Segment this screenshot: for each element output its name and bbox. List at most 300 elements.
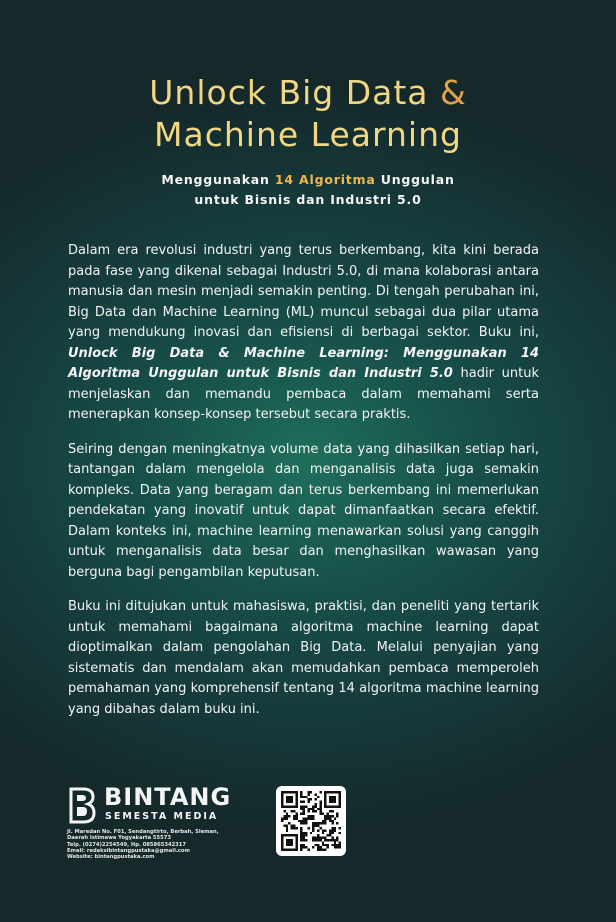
qr-module	[300, 813, 302, 815]
qr-module	[295, 793, 297, 795]
qr-module	[336, 813, 338, 815]
qr-module	[288, 844, 290, 846]
qr-module	[286, 805, 288, 807]
qr-module	[327, 805, 329, 807]
qr-module	[300, 832, 302, 834]
publisher-name: BINTANG	[104, 783, 232, 811]
qr-module	[327, 813, 329, 815]
qr-module	[327, 839, 329, 841]
qr-module	[322, 849, 324, 851]
qr-module	[300, 827, 302, 829]
qr-module	[312, 825, 314, 827]
qr-module	[288, 801, 290, 803]
qr-module	[305, 846, 307, 848]
qr-module	[331, 832, 333, 834]
qr-module	[336, 822, 338, 824]
qr-module	[291, 796, 293, 798]
qr-module	[288, 839, 290, 841]
qr-module	[288, 841, 290, 843]
qr-module	[295, 798, 297, 800]
qr-module	[329, 829, 331, 831]
qr-module	[286, 849, 288, 851]
p1-after: hadir untuk menjelaskan dan memandu pembaca dalam memahami serta menerapkan konsep-konsep tersebut secara praktis.	[68, 366, 539, 422]
qr-module	[327, 791, 329, 793]
qr-module	[315, 805, 317, 807]
phone-line: Telp. (0274)2254549, Hp. 085865342317	[67, 841, 187, 848]
subtitle-line2: untuk Bisnis dan Industri 5.0	[194, 192, 422, 207]
qr-module	[310, 815, 312, 817]
qr-module	[305, 822, 307, 824]
qr-module	[288, 796, 290, 798]
qr-module	[315, 839, 317, 841]
qr-module	[319, 849, 321, 851]
qr-module	[336, 837, 338, 839]
qr-module	[324, 839, 326, 841]
qr-module	[305, 796, 307, 798]
qr-module	[336, 844, 338, 846]
qr-module	[329, 796, 331, 798]
qr-module	[303, 844, 305, 846]
qr-module	[293, 815, 295, 817]
qr-module	[324, 791, 326, 793]
qr-module	[331, 820, 333, 822]
qr-module	[336, 815, 338, 817]
qr-module	[307, 849, 309, 851]
blurb-paragraph-3: Buku ini ditujukan untuk mahasiswa, praktisi, dan peneliti yang tertarik untuk memahami bagaimana algoritma machine learning dapat dioptimalkan dalam pengolahan Big Data. Melalui penyajian yang sistematis dan mendalam akan memudahkan pembaca memperoleh pemahaman yang komprehensif tentang 14 algoritma machine learning yang dibahas dalam buku ini.	[68, 599, 539, 717]
qr-module	[300, 796, 302, 798]
qr-module	[303, 837, 305, 839]
qr-module	[295, 815, 297, 817]
qr-module	[319, 837, 321, 839]
qr-module	[339, 801, 341, 803]
qr-module	[300, 837, 302, 839]
qr-module	[339, 841, 341, 843]
qr-module	[286, 817, 288, 819]
qr-module	[291, 805, 293, 807]
qr-module	[300, 829, 302, 831]
qr-module	[319, 846, 321, 848]
qr-module	[293, 817, 295, 819]
qr-module	[334, 801, 336, 803]
qr-module	[286, 841, 288, 843]
qr-module	[339, 832, 341, 834]
qr-module	[293, 805, 295, 807]
qr-module	[291, 849, 293, 851]
qr-module	[322, 837, 324, 839]
qr-module	[303, 832, 305, 834]
qr-module	[331, 829, 333, 831]
bintang-logo-icon	[67, 785, 97, 825]
book-subtitle	[0, 170, 616, 210]
qr-module	[317, 849, 319, 851]
qr-module	[324, 820, 326, 822]
qr-module	[303, 834, 305, 836]
qr-module	[329, 820, 331, 822]
qr-module	[324, 793, 326, 795]
qr-module	[324, 815, 326, 817]
qr-module	[300, 846, 302, 848]
qr-module	[283, 817, 285, 819]
qr-module	[291, 844, 293, 846]
qr-module	[300, 820, 302, 822]
qr-module	[303, 822, 305, 824]
qr-module	[339, 803, 341, 805]
qr-module	[322, 822, 324, 824]
qr-module	[339, 791, 341, 793]
qr-module	[329, 815, 331, 817]
subtitle-highlight: 14 Algoritma	[274, 172, 376, 187]
qr-module	[327, 844, 329, 846]
qr-module	[295, 805, 297, 807]
qr-module	[324, 822, 326, 824]
qr-module	[322, 820, 324, 822]
qr-module	[327, 834, 329, 836]
qr-module	[334, 805, 336, 807]
qr-module	[319, 808, 321, 810]
qr-module	[329, 798, 331, 800]
qr-module	[334, 841, 336, 843]
qr-module	[281, 796, 283, 798]
qr-module	[300, 805, 302, 807]
qr-module	[339, 846, 341, 848]
qr-module	[334, 846, 336, 848]
qr-code-icon	[281, 791, 341, 851]
title-line2: Machine Learning	[154, 115, 462, 154]
qr-module	[329, 834, 331, 836]
email-line: Email: redaksibintangpustaka@gmail.com	[67, 847, 190, 854]
qr-module	[303, 810, 305, 812]
qr-module	[295, 837, 297, 839]
qr-module	[327, 817, 329, 819]
qr-module	[286, 829, 288, 831]
qr-module	[336, 791, 338, 793]
qr-module	[286, 813, 288, 815]
qr-module	[288, 791, 290, 793]
qr-module	[312, 837, 314, 839]
qr-module	[317, 822, 319, 824]
qr-module	[315, 798, 317, 800]
qr-module	[288, 815, 290, 817]
qr-module	[334, 844, 336, 846]
qr-module	[286, 796, 288, 798]
qr-module	[288, 834, 290, 836]
qr-module	[303, 839, 305, 841]
qr-module	[339, 827, 341, 829]
qr-module	[331, 801, 333, 803]
qr-module	[283, 791, 285, 793]
qr-module	[310, 832, 312, 834]
qr-module	[303, 817, 305, 819]
qr-module	[291, 839, 293, 841]
qr-module	[293, 825, 295, 827]
qr-module	[329, 817, 331, 819]
qr-module	[315, 844, 317, 846]
qr-module	[312, 815, 314, 817]
qr-module	[305, 834, 307, 836]
p1-book-title: Unlock Big Data & Machine Learning: Menggunakan 14 Algoritma Unggulan untuk Bisnis dan Industri 5.0	[68, 345, 539, 381]
qr-module	[303, 820, 305, 822]
qr-module	[300, 801, 302, 803]
qr-module	[331, 815, 333, 817]
qr-module	[312, 822, 314, 824]
qr-module	[312, 839, 314, 841]
qr-module	[305, 805, 307, 807]
qr-module	[312, 829, 314, 831]
qr-module	[283, 825, 285, 827]
publisher-subname: SEMESTA MEDIA	[105, 811, 219, 822]
qr-module	[281, 793, 283, 795]
qr-module	[317, 796, 319, 798]
qr-module	[319, 813, 321, 815]
qr-module	[307, 808, 309, 810]
qr-module	[324, 796, 326, 798]
qr-module	[283, 815, 285, 817]
qr-module	[319, 822, 321, 824]
qr-module	[293, 827, 295, 829]
qr-module	[283, 805, 285, 807]
qr-module	[291, 810, 293, 812]
qr-module	[281, 849, 283, 851]
qr-module	[286, 834, 288, 836]
qr-module	[288, 849, 290, 851]
qr-module	[324, 801, 326, 803]
book-title	[0, 72, 616, 156]
qr-module	[281, 841, 283, 843]
qr-module	[286, 815, 288, 817]
qr-module	[322, 829, 324, 831]
qr-module	[288, 805, 290, 807]
qr-module	[291, 827, 293, 829]
blurb-paragraph-1	[68, 241, 539, 426]
title-ampersand: &	[439, 73, 467, 112]
qr-module	[291, 825, 293, 827]
qr-module	[291, 798, 293, 800]
qr-module	[339, 844, 341, 846]
qr-module	[310, 791, 312, 793]
qr-module	[312, 846, 314, 848]
qr-module	[293, 834, 295, 836]
qr-module	[310, 798, 312, 800]
qr-module	[339, 793, 341, 795]
qr-module	[331, 839, 333, 841]
qr-module	[303, 801, 305, 803]
qr-module	[334, 829, 336, 831]
qr-code	[276, 786, 346, 856]
qr-module	[286, 801, 288, 803]
qr-module	[339, 805, 341, 807]
qr-module	[324, 844, 326, 846]
qr-module	[324, 805, 326, 807]
qr-module	[336, 839, 338, 841]
qr-module	[288, 798, 290, 800]
qr-module	[331, 796, 333, 798]
qr-module	[293, 810, 295, 812]
qr-module	[334, 798, 336, 800]
qr-module	[295, 801, 297, 803]
qr-module	[295, 846, 297, 848]
qr-module	[319, 791, 321, 793]
qr-module	[324, 798, 326, 800]
qr-module	[295, 849, 297, 851]
qr-module	[331, 791, 333, 793]
qr-module	[329, 805, 331, 807]
qr-module	[295, 813, 297, 815]
qr-module	[317, 825, 319, 827]
qr-module	[300, 849, 302, 851]
qr-module	[281, 798, 283, 800]
qr-module	[286, 839, 288, 841]
qr-module	[281, 801, 283, 803]
qr-module	[334, 791, 336, 793]
qr-module	[312, 805, 314, 807]
qr-module	[329, 832, 331, 834]
address-line: Daerah Istimewa Yogyakarta 55573	[67, 835, 171, 842]
publisher-address	[67, 829, 267, 860]
qr-module	[339, 796, 341, 798]
qr-module	[295, 791, 297, 793]
qr-module	[295, 817, 297, 819]
qr-module	[315, 825, 317, 827]
qr-module	[281, 839, 283, 841]
qr-module	[307, 815, 309, 817]
qr-module	[312, 827, 314, 829]
qr-module	[281, 837, 283, 839]
qr-module	[307, 798, 309, 800]
qr-module	[305, 817, 307, 819]
qr-module	[322, 813, 324, 815]
qr-module	[286, 827, 288, 829]
qr-module	[315, 810, 317, 812]
title-line1: Unlock Big Data	[149, 73, 440, 112]
qr-module	[329, 810, 331, 812]
qr-module	[336, 846, 338, 848]
qr-module	[298, 820, 300, 822]
subtitle-pre: Menggunakan	[161, 172, 275, 187]
qr-module	[300, 839, 302, 841]
qr-module	[322, 844, 324, 846]
qr-module	[286, 825, 288, 827]
qr-module	[288, 822, 290, 824]
qr-module	[300, 822, 302, 824]
qr-module	[295, 834, 297, 836]
qr-module	[295, 796, 297, 798]
qr-module	[319, 810, 321, 812]
qr-module	[319, 801, 321, 803]
qr-module	[295, 839, 297, 841]
qr-module	[305, 832, 307, 834]
qr-module	[300, 793, 302, 795]
qr-module	[310, 817, 312, 819]
qr-module	[329, 801, 331, 803]
qr-module	[324, 803, 326, 805]
address-line: Jl. Maredan No. F01, Sendangtirto, Berbah, Sleman,	[67, 829, 219, 835]
qr-module	[307, 791, 309, 793]
qr-module	[307, 810, 309, 812]
website-line: Website: bintangpustaka.com	[67, 854, 155, 861]
qr-module	[286, 844, 288, 846]
qr-module	[317, 844, 319, 846]
qr-module	[334, 796, 336, 798]
qr-module	[331, 837, 333, 839]
qr-module	[283, 834, 285, 836]
qr-module	[303, 808, 305, 810]
qr-module	[331, 798, 333, 800]
qr-module	[331, 805, 333, 807]
qr-module	[281, 820, 283, 822]
qr-module	[281, 803, 283, 805]
qr-module	[310, 808, 312, 810]
qr-module	[331, 844, 333, 846]
qr-module	[307, 827, 309, 829]
qr-module	[334, 817, 336, 819]
qr-module	[295, 841, 297, 843]
qr-module	[303, 813, 305, 815]
qr-module	[300, 808, 302, 810]
subtitle-post: Unggulan	[375, 172, 455, 187]
qr-module	[307, 817, 309, 819]
blurb	[68, 241, 539, 734]
qr-module	[281, 844, 283, 846]
qr-module	[291, 834, 293, 836]
qr-module	[324, 837, 326, 839]
qr-module	[329, 791, 331, 793]
qr-module	[303, 796, 305, 798]
qr-module	[317, 808, 319, 810]
qr-module	[317, 839, 319, 841]
qr-module	[331, 810, 333, 812]
qr-module	[307, 801, 309, 803]
qr-module	[322, 841, 324, 843]
qr-module	[317, 834, 319, 836]
qr-module	[295, 827, 297, 829]
qr-module	[329, 839, 331, 841]
qr-module	[334, 839, 336, 841]
qr-module	[317, 846, 319, 848]
qr-module	[334, 827, 336, 829]
qr-module	[319, 839, 321, 841]
p1-before: Dalam era revolusi industri yang terus berkembang, kita kini berada pada fase yang dikenal sebagai Industri 5.0, di mana kolaborasi antara manusia dan mesin menjadi semakin penting. Di tengah perubahan ini, Big Data dan Machine Learning (ML) muncul sebagai dua pilar utama yang mendukung inovasi dan efisiensi di berbagai sektor. Buku ini,	[68, 243, 539, 340]
qr-module	[315, 822, 317, 824]
qr-module	[300, 844, 302, 846]
qr-module	[281, 805, 283, 807]
qr-module	[305, 820, 307, 822]
qr-module	[319, 803, 321, 805]
qr-module	[315, 837, 317, 839]
qr-module	[317, 829, 319, 831]
qr-module	[281, 846, 283, 848]
qr-module	[300, 834, 302, 836]
qr-module	[324, 817, 326, 819]
qr-module	[291, 791, 293, 793]
qr-module	[324, 849, 326, 851]
qr-module	[339, 798, 341, 800]
qr-module	[286, 791, 288, 793]
qr-module	[315, 803, 317, 805]
qr-module	[312, 808, 314, 810]
qr-module	[331, 827, 333, 829]
qr-module	[281, 791, 283, 793]
qr-module	[319, 827, 321, 829]
qr-module	[322, 832, 324, 834]
qr-module	[286, 798, 288, 800]
qr-module	[295, 803, 297, 805]
qr-module	[291, 801, 293, 803]
qr-module	[319, 805, 321, 807]
qr-module	[336, 805, 338, 807]
qr-module	[312, 817, 314, 819]
qr-module	[327, 815, 329, 817]
qr-module	[307, 793, 309, 795]
